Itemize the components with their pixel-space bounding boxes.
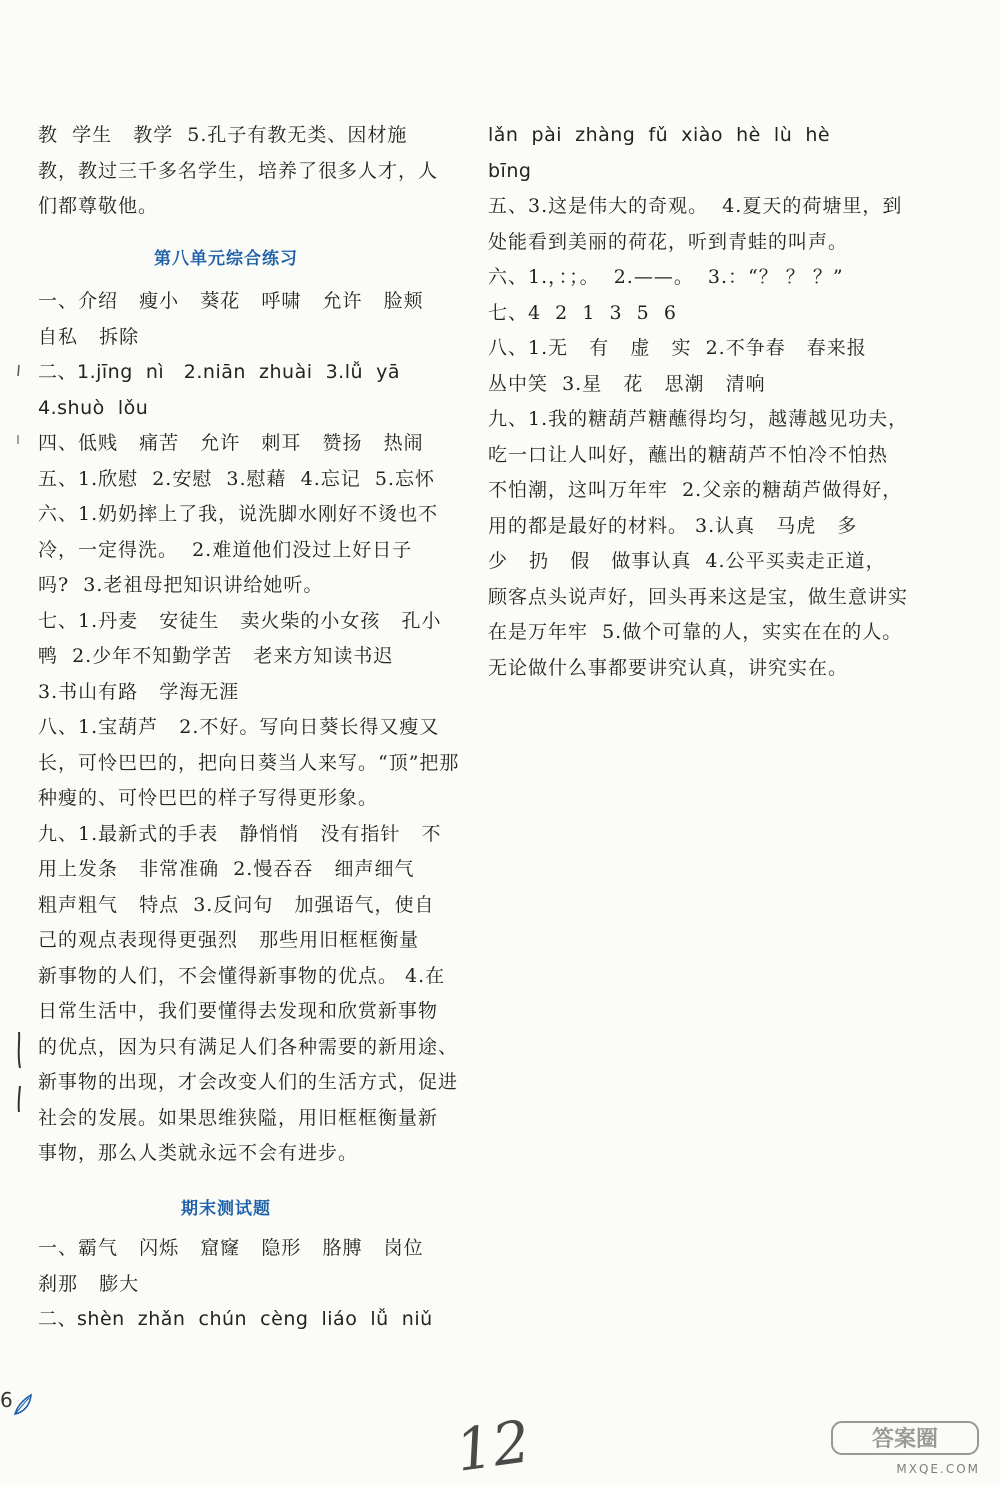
margin-mark bbox=[14, 434, 22, 446]
text-line: 八、1.宝葫芦 2.不好。写向日葵长得又瘦又 bbox=[38, 716, 440, 738]
answer-block-final-test bbox=[38, 1231, 433, 1338]
margin-mark bbox=[14, 1084, 24, 1114]
text-line: 九、1.我的糖葫芦糖蘸得均匀，越薄越见功夫， bbox=[488, 408, 909, 430]
text-line: 无论做什么事都要讲究认真，讲究实在。 bbox=[488, 656, 849, 679]
text-line: 粗声粗气 特点 3.反问句 加强语气，使自 bbox=[38, 893, 435, 916]
text-line: 少 扔 假 做事认真 4.公平买卖走正道， bbox=[488, 550, 886, 572]
text-line: 吗? 3.老祖母把知识讲给她听。 bbox=[38, 574, 324, 596]
margin-mark bbox=[14, 1030, 24, 1070]
text-line: 丛中笑 3.星 花 思潮 清响 bbox=[488, 372, 766, 395]
text-line: 社会的发展。如果思维狭隘，用旧框框衡量新 bbox=[38, 1106, 439, 1129]
svg-text:答案圈: 答案圈 bbox=[871, 1427, 939, 1452]
text-line: 五、3.这是伟大的奇观。 4.夏天的荷塘里，到 bbox=[488, 195, 903, 217]
text-line: 九、1.最新式的手表 静悄悄 没有指针 不 bbox=[38, 822, 442, 845]
leaf-ornament-icon bbox=[12, 1392, 34, 1418]
page-number: 6 bbox=[0, 1388, 13, 1412]
watermark bbox=[830, 1418, 980, 1476]
handwritten-note: 12 bbox=[451, 1407, 535, 1485]
text-line: 3.书山有路 学海无涯 bbox=[38, 680, 240, 703]
text-line: 新事物的出现，才会改变人们的生活方式，促进 bbox=[38, 1071, 459, 1093]
text-line: 在是万年牢 5.做个可靠的人，实实在在的人。 bbox=[488, 621, 903, 643]
text-line: 们都尊敬他。 bbox=[38, 195, 159, 217]
text-line: 吃一口让人叫好，蘸出的糖葫芦不怕冷不怕热 bbox=[488, 443, 889, 466]
text-line: 用上发条 非常准确 2.慢吞吞 细声细气 bbox=[38, 858, 415, 880]
watermark-site: MXQE.COM bbox=[896, 1462, 980, 1476]
text-line: 二、shèn zhǎn chún cèng liáo lǚ niǔ bbox=[38, 1308, 433, 1330]
text-line: 八、1.无 有 虚 实 2.不争春 春来报 bbox=[488, 337, 867, 359]
text-line: 新事物的人们，不会懂得新事物的优点。 4.在 bbox=[38, 964, 446, 987]
text-line: 七、4 2 1 3 5 6 bbox=[488, 301, 677, 324]
text-line: 的优点，因为只有满足人们各种需要的新用途、 bbox=[38, 1035, 459, 1058]
text-line: lǎn pài zhàng fǔ xiào hè lù hè bbox=[488, 124, 831, 146]
text-line: bīng bbox=[488, 159, 532, 182]
text-line: 用的都是最好的材料。 3.认真 马虎 多 bbox=[488, 514, 858, 537]
text-line: 鸭 2.少年不知勤学苦 老来方知读书迟 bbox=[38, 645, 394, 667]
section-heading-final-test: 期末测试题 bbox=[181, 1198, 271, 1219]
spacer bbox=[38, 225, 414, 242]
text-line: 一、介绍 瘦小 葵花 呼啸 允许 脸颊 bbox=[38, 290, 424, 312]
spacer bbox=[38, 277, 414, 284]
text-line: 自私 拆除 bbox=[38, 325, 140, 348]
text-line: 一、霸气 闪烁 窟窿 隐形 胳膊 岗位 bbox=[38, 1237, 424, 1259]
text-line: 顾客点头说声好，回头再来这是宝，做生意讲实 bbox=[488, 585, 909, 608]
text-line: 处能看到美丽的荷花，听到青蛙的叫声。 bbox=[488, 230, 849, 253]
text-line: 日常生活中，我们要懂得去发现和欣赏新事物 bbox=[38, 1000, 439, 1022]
text-line: 事物，那么人类就永远不会有进步。 bbox=[38, 1142, 359, 1164]
text-line: 教，教过三千多名学生，培养了很多人才，人 bbox=[38, 159, 439, 182]
text-line: 二、1.jīng nì 2.niān zhuài 3.lǚ yā bbox=[38, 361, 400, 383]
right-column bbox=[488, 118, 909, 686]
text-line: 七、1.丹麦 安徒生 卖火柴的小女孩 孔小 bbox=[38, 609, 442, 632]
text-line: 四、低贱 痛苦 允许 刺耳 赞扬 热闹 bbox=[38, 432, 424, 454]
text-line: 不怕潮，这叫万年牢 2.父亲的糖葫芦做得好， bbox=[488, 479, 903, 501]
text-line: 教 学生 教学 5.孔子有教无类、因材施 bbox=[38, 124, 408, 146]
watermark-logo-icon bbox=[830, 1418, 980, 1458]
text-line: 4.shuò lǒu bbox=[38, 396, 149, 419]
text-line: 刹那 膨大 bbox=[38, 1272, 140, 1295]
answer-block-unit7-end bbox=[38, 118, 439, 225]
answer-block-final-test-continued bbox=[488, 118, 909, 686]
text-line: 六、1.奶奶摔上了我，说洗脚水刚好不烫也不 bbox=[38, 503, 439, 525]
left-column bbox=[38, 118, 460, 1338]
text-line: 六、1.，：；。 2.——。 3.：“？ ？ ？” bbox=[488, 266, 844, 288]
margin-mark bbox=[14, 364, 22, 378]
answer-block-unit8 bbox=[38, 284, 460, 1172]
section-heading-unit8: 第八单元综合练习 bbox=[154, 248, 298, 269]
spacer bbox=[38, 1172, 414, 1192]
text-line: 己的观点表现得更强烈 那些用旧框框衡量 bbox=[38, 929, 420, 951]
text-line: 种瘦的、可怜巴巴的样子写得更形象。 bbox=[38, 787, 379, 809]
text-line: 长，可怜巴巴的，把向日葵当人来写。“顶”把那 bbox=[38, 751, 460, 774]
text-line: 冷，一定得洗。 2.难道他们没过上好日子 bbox=[38, 538, 413, 561]
text-line: 五、1.欣慰 2.安慰 3.慰藉 4.忘记 5.忘怀 bbox=[38, 467, 435, 490]
